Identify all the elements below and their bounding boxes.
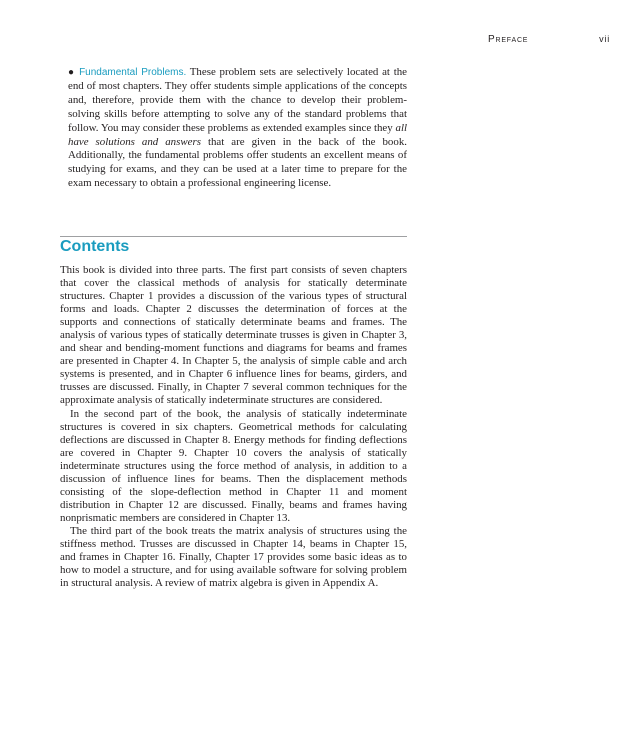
fundamental-problems-lead: Fundamental Problems.: [79, 67, 187, 78]
fundamental-problems-text-b: that are given in the back of the book. Additionally, the fundamental problems offer students an excellent means of studying for exams, and they can be used at a later time to prepare for the exam necessary to obtain a professional engineering license.: [68, 135, 407, 190]
contents-paragraph-1: This book is divided into three parts. The first part consists of seven chapters that cover the classical methods of analysis for statically determinate structures. Chapter 1 provides a discussion of the various types of structural forms and loads. Chapter 2 discusses the determination of forces at the supports and connections of statically determinate beams and frames. The analysis of various types of statically determinate trusses is given in Chapter 3, and shear and bending-moment functions and diagrams for beams and frames are presented in Chapter 4. In Chapter 5, the analysis of simple cable and arch systems is presented, and in Chapter 6 influence lines for beams, girders, and trusses are discussed. Finally, in Chapter 7 several common techniques for the approximate analysis of statically indeterminate structures are considered.: [60, 264, 407, 407]
fundamental-problems-emphasis: all have solutions and answers: [68, 121, 407, 148]
fundamental-problems-item: [68, 66, 407, 191]
bullet-icon: ●: [68, 67, 76, 78]
contents-heading: Contents: [60, 238, 130, 255]
running-head-section: Preface: [488, 34, 529, 45]
contents-paragraph-3: The third part of the book treats the matrix analysis of structures using the stiffness method. Trusses are discussed in Chapter 14, beams in Chapter 15, and frames in Chapter 16. Finally, Chapter 17 provides some basic ideas as to how to model a structure, and for using available software for solving problem in structural analysis. A review of matrix algebra is given in Appendix A.: [60, 524, 407, 590]
contents-paragraph-2: In the second part of the book, the analysis of statically indeterminate structures is covered in six chapters. Geometrical methods for calculating deflections are discussed in Chapter 8. Energy methods for finding deflections are covered in Chapter 9. Chapter 10 covers the analysis of statically indeterminate structures using the force method of analysis, in addition to a discussion of influence lines for beams. Then the displacement methods consisting of the slope-deflection method in Chapter 11 and moment distribution in Chapter 12 are discussed. Finally, beams and frames having nonprismatic members are considered in Chapter 13.: [60, 407, 407, 524]
contents-body: [60, 264, 407, 590]
page-number: vii: [599, 34, 610, 44]
fundamental-problems-text-a: These problem sets are selectively located at the end of most chapters. They offer students simple applications of the concepts and, therefore, provide them with the chance to develop their problem-solving skills before attempting to solve any of the standard problems that follow. You may consider these problems as extended examples since they: [68, 66, 407, 134]
running-head: [488, 34, 610, 46]
section-divider: [60, 236, 407, 237]
